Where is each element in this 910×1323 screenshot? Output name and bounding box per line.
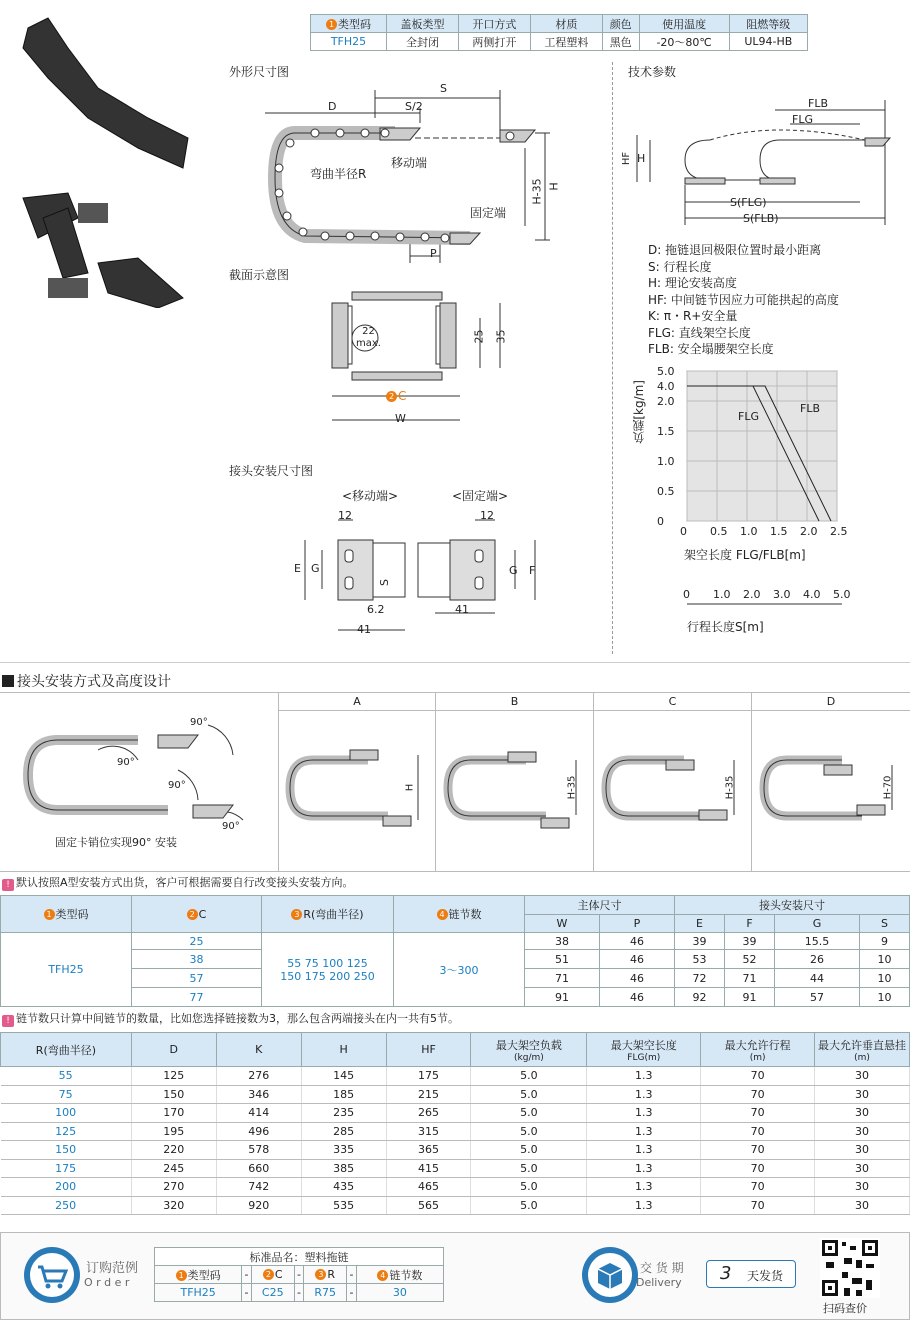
th-material: 材质: [530, 15, 602, 33]
cell-material: 工程塑料: [530, 33, 602, 51]
chart-legend-FLB: FLB: [800, 402, 821, 415]
label-bend: 弯曲半径R: [310, 167, 367, 181]
t3-cell: 245: [131, 1159, 216, 1178]
t3-cell: 250: [1, 1196, 132, 1215]
t3-cell: 578: [216, 1141, 301, 1160]
stroke-tick: 5.0: [833, 588, 851, 601]
panel-B-label: B: [436, 692, 593, 711]
chart-xtick: 2.0: [800, 525, 818, 538]
cell-flame: UL94-HB: [729, 33, 807, 51]
t3-cell: 215: [386, 1085, 471, 1104]
th-color: 颜色: [602, 15, 639, 33]
t3-cell: 660: [216, 1159, 301, 1178]
delivery-days-label: 天发货: [747, 1269, 784, 1283]
t3-cell: 235: [301, 1104, 386, 1123]
angle-2: 90°: [117, 757, 135, 768]
cart-icon: [22, 1245, 82, 1305]
t2-cell: 15.5: [775, 933, 860, 950]
label-35: 35: [494, 329, 508, 344]
t3-cell: 30: [815, 1104, 910, 1123]
order-sep: -: [242, 1266, 251, 1284]
t3-cell: 270: [131, 1178, 216, 1197]
t3-cell: 5.0: [471, 1159, 587, 1178]
t2-h-c: 2 C: [132, 896, 262, 933]
note-2: ! 链节数只计算中间链节的数量，比如您选择链接数为3，那么包含两端接头在内一共有5节。: [2, 1010, 459, 1027]
variant-C-H: H-35: [724, 775, 736, 800]
joint-fixed: <固定端>: [452, 489, 509, 503]
t2-cell: 57: [775, 988, 860, 1007]
t3-cell: 1.3: [587, 1085, 701, 1104]
dim-P: P: [430, 247, 437, 260]
t3-cell: 175: [386, 1067, 471, 1086]
stroke-axis: [680, 586, 855, 611]
t3-cell: 315: [386, 1122, 471, 1141]
spec-table: [310, 14, 808, 51]
t2-cell: 46: [600, 950, 675, 969]
t3-header: 最大架空负载 (kg/m): [471, 1033, 587, 1067]
t3-cell: 70: [701, 1196, 815, 1215]
t2-c-77: 77: [132, 988, 262, 1007]
t3-header: 最大允许行程 (m): [701, 1033, 815, 1067]
order-sep: -: [347, 1266, 356, 1284]
t3-cell: 365: [386, 1141, 471, 1160]
t3-cell: 346: [216, 1085, 301, 1104]
table-row: [1, 1178, 910, 1197]
label-25: 25: [472, 329, 486, 344]
table-row: [1, 1159, 910, 1178]
t2-c-38: 38: [132, 950, 262, 969]
order-val-c: C25: [251, 1284, 294, 1302]
tech-H: H: [637, 152, 646, 165]
delivery-en: Delivery: [636, 1276, 682, 1289]
t3-cell: 5.0: [471, 1067, 587, 1086]
chart-ytick: 0.5: [657, 485, 675, 498]
chart-xtick: 0.5: [710, 525, 728, 538]
t3-cell: 100: [1, 1104, 132, 1123]
variant-B-H: H-35: [566, 775, 578, 800]
t2-cell: 72: [675, 969, 725, 988]
chart-xtick: 1.0: [740, 525, 758, 538]
t3-cell: 435: [301, 1178, 386, 1197]
install-variants: [278, 740, 910, 830]
order-cn: 订购范例: [86, 1261, 139, 1276]
chart-legend-FLG: FLG: [738, 410, 759, 423]
t3-cell: 1.3: [587, 1104, 701, 1123]
order-h-c: 2 C: [251, 1266, 294, 1284]
t3-cell: 75: [1, 1085, 132, 1104]
order-sep: -: [294, 1266, 303, 1284]
t3-cell: 70: [701, 1178, 815, 1197]
legend-K: K: π・R+安全量: [648, 309, 738, 323]
order-std-name: 标准品名：塑料拖链: [155, 1248, 444, 1266]
t3-cell: 30: [815, 1196, 910, 1215]
t2-cell: 10: [860, 969, 910, 988]
t2-h-W: W: [525, 915, 600, 933]
t3-header: 最大允许垂直悬挂 (m): [815, 1033, 910, 1067]
t3-cell: 200: [1, 1178, 132, 1197]
t2-cell: 10: [860, 988, 910, 1007]
t2-type: TFH25: [1, 933, 132, 1007]
tech-title: 技术参数: [628, 65, 677, 79]
legend-list: [648, 242, 839, 358]
t3-cell: 70: [701, 1141, 815, 1160]
stroke-tick: 3.0: [773, 588, 791, 601]
t2-cell: 39: [725, 933, 775, 950]
t3-cell: 1.3: [587, 1159, 701, 1178]
dim-D: D: [328, 100, 337, 113]
dim-E: E: [294, 562, 301, 575]
t2-cell: 44: [775, 969, 860, 988]
th-flame: 阻燃等级: [729, 15, 807, 33]
t3-cell: 70: [701, 1067, 815, 1086]
t3-cell: 335: [301, 1141, 386, 1160]
stroke-tick: 1.0: [713, 588, 731, 601]
t3-cell: 1.3: [587, 1178, 701, 1197]
order-h-links: 4 链节数: [356, 1266, 443, 1284]
order-h-r: 3 R: [304, 1266, 347, 1284]
legend-H: H: 理论安装高度: [648, 276, 737, 290]
legend-FLG: FLG: 直线架空长度: [648, 325, 751, 340]
t2-cell: 71: [525, 969, 600, 988]
t2-cell: 46: [600, 933, 675, 950]
dim-S2: S/2: [405, 100, 423, 113]
t2-h-F: F: [725, 915, 775, 933]
cell-cover: 全封闭: [387, 33, 459, 51]
t3-cell: 30: [815, 1178, 910, 1197]
cross-drawing: [330, 288, 520, 428]
table-row: [1, 1067, 910, 1086]
angle-4: 90°: [222, 821, 240, 832]
label-c: 2 C: [386, 389, 406, 403]
legend-HF: HF: 中间链节因应力可能拱起的高度: [648, 292, 839, 307]
variant-D-H: H-70: [882, 775, 894, 800]
stroke-tick: 0: [683, 588, 690, 601]
chart-xlabel2: 行程长度S[m]: [687, 620, 764, 634]
chart-xtick: 2.5: [830, 525, 848, 538]
t3-cell: 415: [386, 1159, 471, 1178]
t2-cell: 53: [675, 950, 725, 969]
cross-title: 截面示意图: [229, 268, 290, 282]
t3-cell: 1.3: [587, 1122, 701, 1141]
label-fixed: 固定端: [470, 206, 507, 220]
t3-cell: 195: [131, 1122, 216, 1141]
t3-header: 最大架空长度 FLG(m): [587, 1033, 701, 1067]
install-caption: 固定卡销位实现90° 安装: [55, 836, 177, 849]
legend-FLB: FLB: 安全塌腰架空长度: [648, 342, 774, 356]
t3-cell: 30: [815, 1122, 910, 1141]
tech-SFLG: S(FLG): [730, 196, 767, 209]
delivery-badge: [706, 1260, 796, 1288]
t3-cell: 220: [131, 1141, 216, 1160]
order-sep: -: [347, 1284, 356, 1302]
order-sep: -: [294, 1284, 303, 1302]
t3-cell: 5.0: [471, 1104, 587, 1123]
t3-cell: 535: [301, 1196, 386, 1215]
t2-cell: 10: [860, 950, 910, 969]
t3-cell: 170: [131, 1104, 216, 1123]
t3-cell: 125: [1, 1122, 132, 1141]
t3-cell: 5.0: [471, 1196, 587, 1215]
t3-cell: 185: [301, 1085, 386, 1104]
legend-D: D: 拖链退回极限位置时最小距离: [648, 243, 822, 257]
t2-h-joint: 接头安装尺寸: [675, 896, 910, 915]
joint-drawing: [295, 505, 545, 640]
order-en: O r d e r: [84, 1276, 130, 1289]
order-val-type: TFH25: [155, 1284, 242, 1302]
tech-SFLB: S(FLB): [743, 212, 779, 225]
t2-h-P: P: [600, 915, 675, 933]
t2-c-25: 25: [132, 933, 262, 950]
table-row: [1, 1104, 910, 1123]
panel-A-label: A: [279, 692, 435, 711]
t3-cell: 465: [386, 1178, 471, 1197]
t3-cell: 1.3: [587, 1067, 701, 1086]
panel-D-label: D: [752, 692, 910, 711]
t3-cell: 150: [131, 1085, 216, 1104]
note-1: ! 默认按照A型安装方式出货，客户可根据需要自行改变接头安装方向。: [2, 874, 354, 891]
delivery-cn: 交 货 期: [640, 1261, 684, 1275]
label-w: W: [395, 412, 406, 425]
dim-S: S: [440, 82, 447, 95]
t3-cell: 920: [216, 1196, 301, 1215]
dim-41b: 41: [455, 603, 469, 616]
chart-ytick: 1.5: [657, 425, 675, 438]
t2-cell: 46: [600, 969, 675, 988]
chart-ytick: 0: [657, 515, 664, 528]
chart-xtick: 1.5: [770, 525, 788, 538]
dim-6-2: 6.2: [367, 603, 385, 616]
th-open: 开口方式: [458, 15, 530, 33]
angle-3: 90°: [168, 780, 186, 791]
angle-1: 90°: [190, 717, 208, 728]
t3-cell: 414: [216, 1104, 301, 1123]
spec-table-2: [0, 895, 910, 1007]
t2-h-S: S: [860, 915, 910, 933]
order-val-links: 30: [356, 1284, 443, 1302]
dim-S-joint: S: [377, 579, 391, 586]
th-cover: 盖板类型: [387, 15, 459, 33]
t3-cell: 1.3: [587, 1196, 701, 1215]
chart-ytick: 4.0: [657, 380, 675, 393]
dim-H: H: [547, 182, 561, 191]
t2-h-type: 1 类型码: [1, 896, 132, 933]
panel-C-label: C: [594, 692, 751, 711]
t3-cell: 5.0: [471, 1085, 587, 1104]
t2-cell: 46: [600, 988, 675, 1007]
t3-header: HF: [386, 1033, 471, 1067]
stroke-tick: 4.0: [803, 588, 821, 601]
section-rule: [0, 662, 910, 663]
t3-cell: 385: [301, 1159, 386, 1178]
t2-cell: 91: [525, 988, 600, 1007]
t3-header: R(弯曲半径): [1, 1033, 132, 1067]
delivery-days: 3: [720, 1263, 732, 1284]
t3-cell: 70: [701, 1085, 815, 1104]
section2-title: 接头安装方式及高度设计: [2, 671, 171, 691]
t3-cell: 150: [1, 1141, 132, 1160]
label-moving: 移动端: [391, 156, 428, 170]
order-table: [154, 1247, 444, 1302]
t2-h-body: 主体尺寸: [525, 896, 675, 915]
t3-cell: 5.0: [471, 1178, 587, 1197]
t2-c-57: 57: [132, 969, 262, 988]
cell-color: 黑色: [602, 33, 639, 51]
t3-cell: 70: [701, 1104, 815, 1123]
t3-cell: 175: [1, 1159, 132, 1178]
t3-cell: 1.3: [587, 1141, 701, 1160]
t2-h-E: E: [675, 915, 725, 933]
outline-title: 外形尺寸图: [229, 65, 290, 79]
tech-FLG: FLG: [792, 113, 813, 126]
chart-ytick: 1.0: [657, 455, 675, 468]
cell-temp: -20～80℃: [639, 33, 729, 51]
t3-cell: 320: [131, 1196, 216, 1215]
t2-cell: 71: [725, 969, 775, 988]
stroke-tick: 2.0: [743, 588, 761, 601]
t3-header: D: [131, 1033, 216, 1067]
t3-cell: 742: [216, 1178, 301, 1197]
joint-moving: <移动端>: [342, 489, 399, 503]
table-row: [1, 1085, 910, 1104]
dim-12a: 12: [338, 509, 352, 522]
t3-header: K: [216, 1033, 301, 1067]
th-type: 1 类型码: [311, 15, 387, 33]
delivery-icon: [580, 1245, 640, 1305]
dim-41a: 41: [357, 623, 371, 636]
t3-cell: 276: [216, 1067, 301, 1086]
chart-xtick: 0: [680, 525, 687, 538]
chart-xlabel: 架空长度 FLG/FLB[m]: [684, 548, 806, 562]
t3-cell: 70: [701, 1122, 815, 1141]
t3-cell: 265: [386, 1104, 471, 1123]
tech-drawing: [625, 90, 905, 230]
tech-HF: HF: [621, 151, 633, 166]
t3-cell: 70: [701, 1159, 815, 1178]
t2-cell: 38: [525, 933, 600, 950]
t3-cell: 5.0: [471, 1122, 587, 1141]
t2-cell: 92: [675, 988, 725, 1007]
t3-cell: 125: [131, 1067, 216, 1086]
dim-12b: 12: [480, 509, 494, 522]
t3-cell: 565: [386, 1196, 471, 1215]
t2-h-r: 3 R(弯曲半径): [262, 896, 394, 933]
load-chart: [655, 365, 855, 545]
table-row: [1, 1122, 910, 1141]
t3-cell: 285: [301, 1122, 386, 1141]
tech-FLB: FLB: [808, 97, 829, 110]
table-row: [1, 1141, 910, 1160]
chart-ytick: 5.0: [657, 365, 675, 378]
t2-cell: 9: [860, 933, 910, 950]
t2-h-G: G: [775, 915, 860, 933]
t2-h-links: 4 链节数: [394, 896, 525, 933]
t2-cell: 51: [525, 950, 600, 969]
dim-G2: G: [509, 564, 518, 577]
qr-code: [820, 1238, 880, 1298]
dim-H35: H-35: [530, 178, 544, 205]
t2-cell: 39: [675, 933, 725, 950]
chart-ytick: 2.0: [657, 395, 675, 408]
order-val-r: R75: [304, 1284, 347, 1302]
t3-cell: 5.0: [471, 1141, 587, 1160]
t3-cell: 30: [815, 1067, 910, 1086]
joint-title: 接头安装尺寸图: [229, 464, 314, 478]
cell-open: 两侧打开: [458, 33, 530, 51]
legend-S: S: 行程长度: [648, 259, 712, 274]
order-h-type: 1 类型码: [155, 1266, 242, 1284]
variant-A-H: H: [404, 783, 416, 792]
t2-cell: 26: [775, 950, 860, 969]
cell-type: TFH25: [311, 33, 387, 51]
order-sep: -: [242, 1284, 251, 1302]
t3-cell: 30: [815, 1085, 910, 1104]
t2-cell: 91: [725, 988, 775, 1007]
product-photo: [8, 8, 198, 308]
t2-cell: 52: [725, 950, 775, 969]
chart-ylabel: 负载[kg/m]: [632, 380, 646, 444]
label-max: 22 max.: [356, 326, 381, 349]
t2-links: 3～300: [394, 933, 525, 1007]
dim-F: F: [529, 564, 536, 577]
divider: [612, 62, 613, 654]
t3-cell: 145: [301, 1067, 386, 1086]
th-temp: 使用温度: [639, 15, 729, 33]
qr-label: 扫码查价: [823, 1302, 867, 1315]
t2-r-values: 55 75 100 125 150 175 200 250: [262, 933, 394, 1007]
t3-header: H: [301, 1033, 386, 1067]
spec-table-3: [0, 1032, 910, 1215]
t3-cell: 496: [216, 1122, 301, 1141]
table-row: [1, 1196, 910, 1215]
t3-cell: 55: [1, 1067, 132, 1086]
dim-G: G: [311, 562, 320, 575]
t3-cell: 30: [815, 1141, 910, 1160]
t3-cell: 30: [815, 1159, 910, 1178]
